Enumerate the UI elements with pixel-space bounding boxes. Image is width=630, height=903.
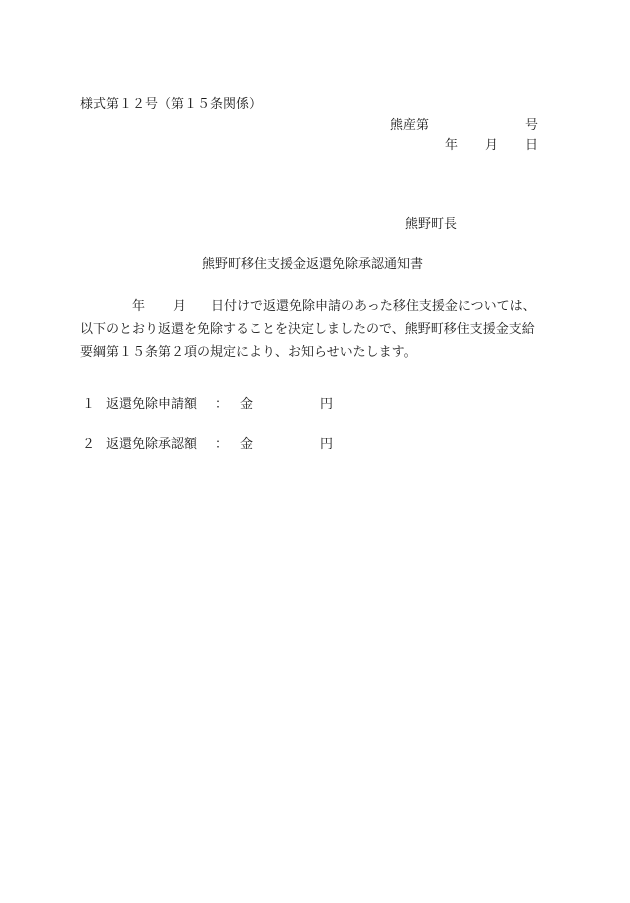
item-currency-prefix: 金 [240, 437, 254, 452]
doc-number-prefix: 熊産第 [390, 118, 430, 133]
item-colon: ： [215, 437, 229, 452]
sender: 熊野町長 [405, 217, 458, 232]
body-date-year: 年 [132, 299, 146, 314]
item-unit: 円 [320, 397, 334, 412]
date-year: 年 [445, 138, 459, 153]
body-line-1 [80, 295, 560, 318]
body-date-month: 月 [173, 299, 187, 314]
date-month: 月 [485, 138, 499, 153]
form-label: 様式第１２号（第１５条関係） [80, 97, 263, 112]
item-colon: ： [215, 397, 229, 412]
item-label: 返還免除承認額 [106, 437, 198, 452]
body-paragraph [80, 295, 560, 364]
body-line-1-rest: 日付けで返還免除申請のあった移住支援金については、 [211, 299, 536, 314]
date-day: 日 [525, 138, 539, 153]
body-line-2: 以下のとおり返還を免除することを決定しましたので、熊野町移住支援金支給 [80, 322, 535, 337]
item-number: ２ [82, 437, 96, 452]
body-line-3: 要綱第１５条第２項の規定により、お知らせいたします。 [80, 345, 417, 360]
doc-number-suffix: 号 [525, 118, 539, 133]
item-unit: 円 [320, 437, 334, 452]
document-title: 熊野町移住支援金返還免除承認通知書 [202, 257, 424, 272]
item-number: １ [82, 397, 96, 412]
item-currency-prefix: 金 [240, 397, 254, 412]
item-label: 返還免除申請額 [106, 397, 198, 412]
